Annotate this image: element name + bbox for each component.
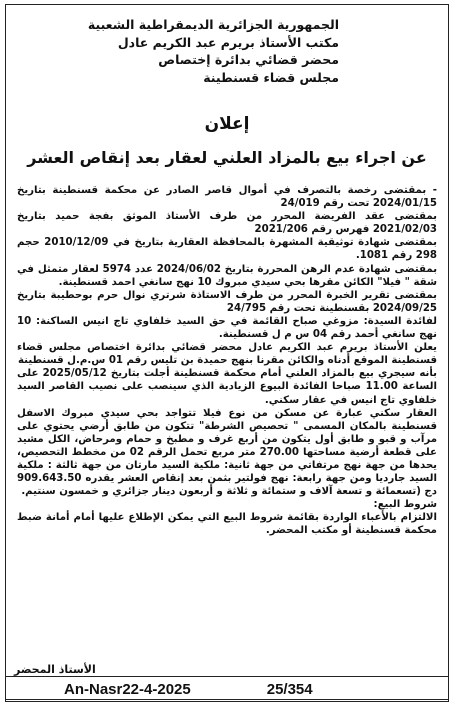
- paragraph: الالتزام بالأعباء الواردة بقائمة شروط البيع التي يمكن الإطلاع عليها أمام أمانة ضبط محكمة قسنطينة أو مكتب المحضر.: [17, 512, 437, 537]
- paragraph: يعلن الأستاذ بريرم عبد الكريم عادل محضر قضائي بدائرة اختصاص مجلس قضاء قسنطينة الموقع أدناه والكائن مقرنا بنهج حميدة بن تليس رقم 01 س.م.ل قسنطينة: [17, 342, 437, 367]
- paragraph: لفائدة السيدة: مزوغي صباح القائمة في حق السيد خلفاوي تاج انيس الساكنة: 10 نهج سانغي أحمد رقم 04 س م ل قسنطينة.: [17, 315, 437, 341]
- paragraph: - بمقتضى رخصة بالتصرف في أموال قاصر الصادر عن محكمة قسنطينة بتاريخ 2024/01/15 تحت رقم 24/019: [17, 185, 437, 210]
- paragraph: بمقتضى شهادة توثيقية المشهرة بالمحافظة العقارية بتاريخ في 2010/12/09 حجم 298 رقم 1081.: [17, 237, 437, 262]
- signature-label: الأستاذ المحضر: [14, 663, 96, 676]
- announcement-title: إعلان: [204, 114, 250, 134]
- paragraph: العقار سكني عبارة عن مسكن من نوع فيلا تتواجد بحي سيدي مبروك الاسفل قسنطينة بالمكان المسمى " تحصيص الشرطة" تتكون من طابق أرضي يحتوي على مرآب و قبو و طابق أول يتكون من أربع غرف و مطبخ و حمام ومرحاض، الكل مشيد على قطعة أرضية مساحتها 270.00 متر مربع تحمل الرقم 02 من مخطط التحصيص، يحدها من جهة نهج مرتفاتي من جهة ثانية: ملكية السيد مارتان من جهة ثالثة : ملكية السيد جارديا ومن جهة رابعة: نهج فولتير بثمن بعد إنقاص العشر يقدره 909.643.50 دج (تسعمائة و تسعة آلاف و ستمائة و ثلاثة و أربعون دينار جزائري و خمسون سنتيم.: [17, 407, 437, 498]
- paragraph: بأنه سيجري بيع بالمزاد العلني أمام محكمة قسنطينة أجلت بتاريخ 2025/05/12 على الساعة 11.00 صباحا الفائدة البيوع الزيادية الذي سينصب على نصيب القاصر السيد خلفاوي تاج انيس في عقار سكني.: [17, 368, 437, 406]
- footer-bar: [5, 676, 449, 702]
- announcement-frame: [5, 4, 449, 700]
- publication-reference: An-Nasr22-4-2025: [64, 680, 191, 698]
- announcement-number: 25/354: [266, 680, 313, 698]
- paragraph: بمقتضى تقرير الخبرة المحرر من طرف الاستاذة شرتري نوال حرم بوحطيبة بتاريخ 2024/09/25 بقسنطينة تحت رقم 24/795: [17, 289, 437, 314]
- paragraph: بمقتضى عقد الفريضة المحرر من طرف الأستاذ الموثق بفجة حميد بتاريخ 2021/02/03 فهرس رقم 2021/206: [17, 211, 437, 236]
- header-line-bailiff: محضر قضائي بدائرة إختصاص: [158, 52, 339, 67]
- paragraph: بمقتضى شهادة عدم الرهن المحررة بتاريخ 2024/06/02 عدد 5974 لعقار متمثل في شقة " فيلا" الكائن مقرها بحي سيدي مبروك 10 نهج سانغي احمد قسنطينة.: [17, 263, 438, 288]
- letterhead: [9, 16, 445, 86]
- announcement-content: [9, 8, 445, 696]
- header-line-office: مكتب الأستاذ بريرم عبد الكريم عادل: [117, 34, 339, 50]
- announcement-subtitle: عن اجراء بيع بالمزاد العلني لعقار بعد إنقاص العشر: [27, 148, 427, 167]
- header-line-republic: الجمهورية الجزائرية الديمقراطية الشعبية: [87, 17, 339, 32]
- announcement-body: [17, 184, 437, 538]
- paragraph: شروط البيع:: [373, 499, 437, 511]
- header-line-court: مجلس قضاء قسنطينة: [203, 69, 339, 85]
